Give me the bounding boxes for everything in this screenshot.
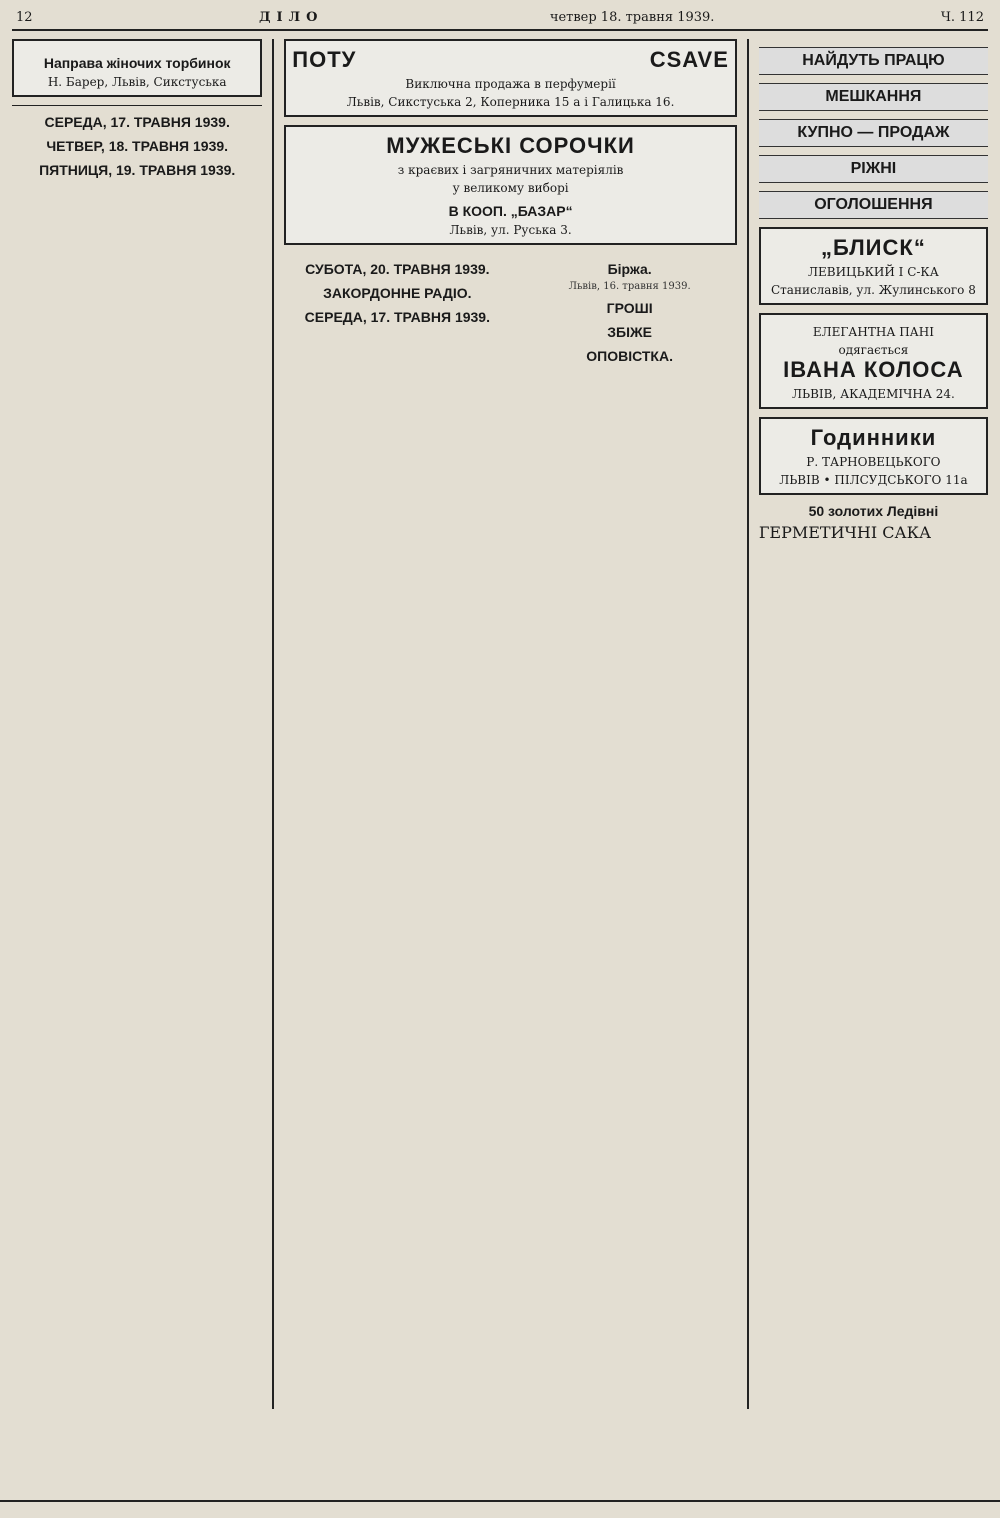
middle-column (284, 39, 737, 1409)
issue-date: четвер 18. травня 1939. (549, 10, 715, 25)
bar-1: НАЙДУТЬ ПРАЦЮ (759, 47, 988, 75)
tarnowetsky-city: ЛЬВІВ • ПІЛСУДСЬКОГО 11а (779, 473, 968, 487)
middle-section-1-title: СУБОТА, 20. ТРАВНЯ 1939. (305, 261, 490, 277)
page-number: 12 (16, 10, 33, 25)
middle-section-3-title: СЕРЕДА, 17. ТРАВНЯ 1939. (304, 309, 490, 325)
left-section-3-title: ПЯТНИЦЯ, 19. ТРАВНЯ 1939. (39, 162, 236, 178)
kolosa-line2: одягається (838, 343, 909, 357)
tarnowetsky-title: Годинники (810, 425, 937, 450)
top-ad-title: ПОТУ (292, 47, 357, 72)
kolosa-ad (759, 313, 988, 409)
middle-right-subcolumn (522, 253, 737, 368)
blisk-ad-city: Станиславів, ул. Жулинського 8 (770, 283, 976, 297)
top-ad-sub1: Виключна продажа в перфумерії (405, 77, 616, 91)
bar-2: МЕШКАННЯ (759, 83, 988, 111)
right-column (759, 39, 988, 1409)
middle-left-subcolumn (284, 253, 510, 368)
opovistka-title: ОПОВІСТКА. (586, 348, 673, 364)
middle-section-2-title: ЗАКОРДОННЕ РАДІО. (323, 285, 472, 301)
kolosa-city: ЛЬВІВ, АКАДЕМІЧНА 24. (791, 387, 955, 401)
top-ad (284, 39, 737, 117)
bottom-ad-sub: ГЕРМЕТИЧНІ САКА (758, 523, 932, 542)
shirts-ad-address: Львів, ул. Руська 3. (449, 223, 572, 237)
tarnowetsky-ad (759, 417, 988, 495)
bar-3: КУПНО — ПРОДАЖ (759, 119, 988, 147)
shirts-ad (284, 125, 737, 245)
left-section-2-title: ЧЕТВЕР, 18. ТРАВНЯ 1939. (46, 138, 229, 154)
masthead: ДІЛО (258, 10, 324, 25)
tarnowetsky-name: Р. ТАРНОВЕЦЬКОГО (806, 455, 941, 469)
top-ad-brand: CSAVE (649, 47, 729, 72)
groshi-title: ГРОШІ (606, 300, 653, 316)
birzha-title: Біржа. (607, 261, 652, 277)
blisk-ad-title: „БЛИСК“ (820, 235, 926, 260)
top-ad-sub2: Львів, Сикстуська 2, Коперника 15 а і Галицька 16. (346, 95, 675, 109)
kolosa-line1: ЕЛЕГАНТНА ПАНІ (812, 325, 934, 339)
page-header (12, 10, 988, 31)
shirts-ad-line1: з краєвих і загряничних матеріялів (397, 163, 624, 177)
handbag-ad-title: Направа жіночих торбинок (43, 55, 231, 71)
page-footer (0, 1500, 1000, 1518)
blisk-ad-sub: ЛЕВИЦЬКИЙ І С-КА (808, 265, 939, 279)
bar-4: РІЖНІ (759, 155, 988, 183)
blisk-ad (759, 227, 988, 305)
shirts-ad-line2: у великому виборі (452, 181, 569, 195)
left-column (12, 39, 262, 1409)
zbizhe-title: ЗБІЖЕ (607, 324, 652, 340)
birzha-dateline: Львів, 16. травня 1939. (568, 281, 691, 292)
bar-5: ОГОЛОШЕННЯ (759, 191, 988, 219)
shirts-ad-title: МУЖЕСЬКІ СОРОЧКИ (386, 133, 635, 158)
handbag-ad (12, 39, 262, 97)
shirts-ad-coop: В КООП. „БАЗАР“ (448, 203, 573, 219)
bottom-ad-title: 50 золотих Ледівні (808, 503, 939, 519)
left-section-1-title: СЕРЕДА, 17. ТРАВНЯ 1939. (44, 114, 230, 130)
handbag-ad-name: Н. Барер, Львів, Сикстуська (47, 75, 227, 89)
kolosa-name: ІВАНА КОЛОСА (783, 357, 964, 382)
issue-number: Ч. 112 (940, 10, 984, 25)
